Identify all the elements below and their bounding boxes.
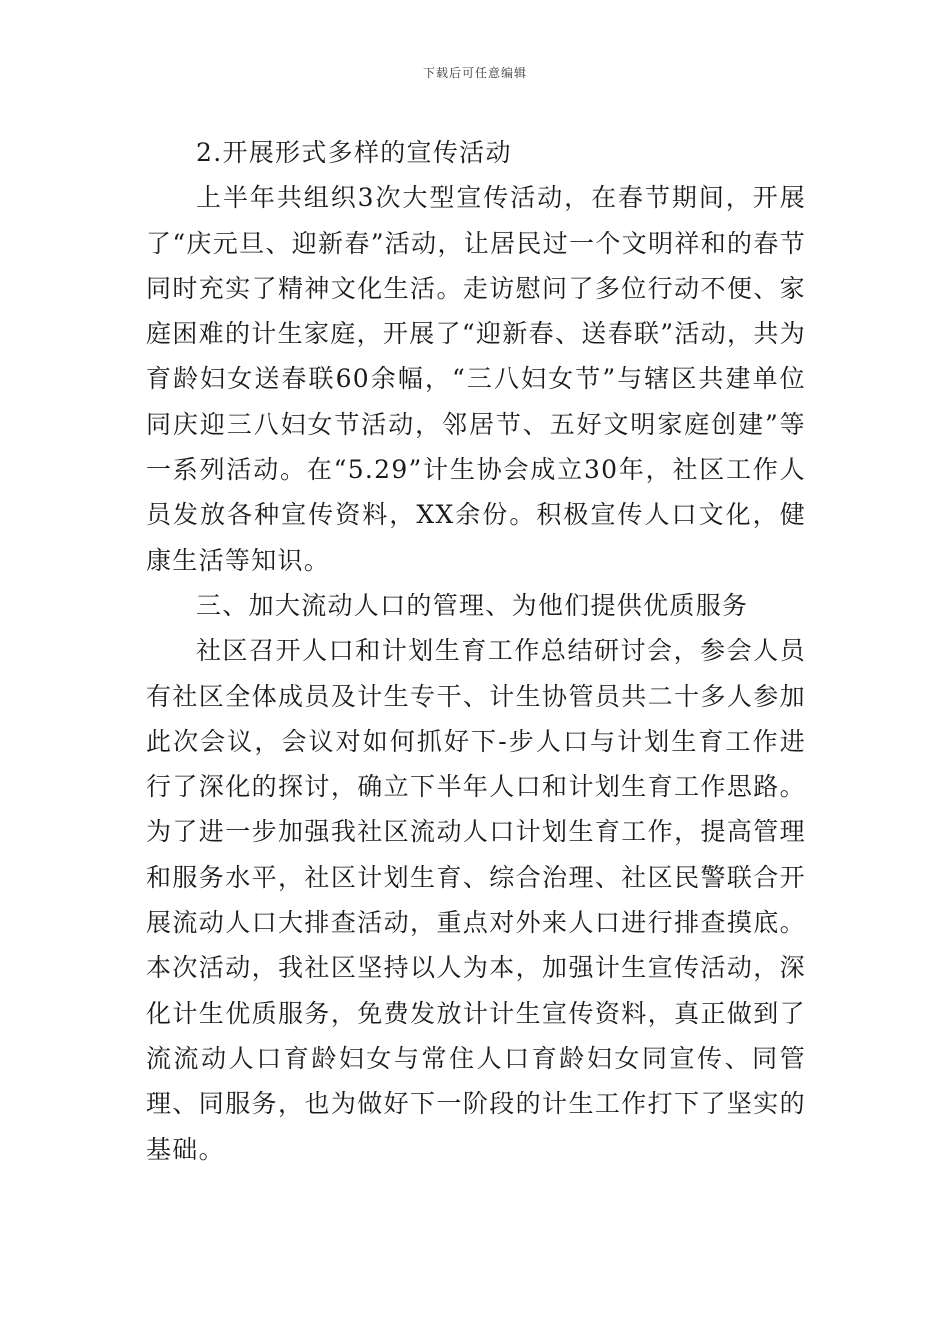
body-paragraph: 上半年共组织3次大型宣传活动，在春节期间，开展了“庆元旦、迎新春”活动，让居民过一个文明祥和的春节同时充实了精神文化生活。走访慰问了多位行动不便、家庭困难的计生家庭，开展了“迎新春、送春联”活动，共为育龄妇女送春联60余幅，“三八妇女节”与辖区共建单位同庆迎三八妇女节活动，邻居节、五好文明家庭创建”等一系列活动。在“5.29”计生协会成立30年，社区工作人员发放各种宣传资料，XX余份。积极宣传人口文化，健康生活等知识。 bbox=[146, 183, 806, 575]
document-body bbox=[146, 130, 806, 1172]
body-paragraph: 社区召开人口和计划生育工作总结研讨会，参会人员有社区全体成员及计生专干、计生协管员共二十多人参加此次会议，会议对如何抓好下-步人口与计划生育工作进行了深化的探讨，确立下半年人口和计划生育工作思路。为了进一步加强我社区流动人口计划生育工作，提高管理和服务水平，社区计划生育、综合治理、社区民警联合开展流动人口大排查活动，重点对外来人口进行排查摸底。本次活动，我社区坚持以人为本，加强计生宣传活动，深化计生优质服务，免费发放计计生宣传资料，真正做到了流流动人口育龄妇女与常住人口育龄妇女同宣传、同管理、同服务，也为做好下一阶段的计生工作打下了坚实的基础。 bbox=[146, 636, 806, 1164]
section-subheading: 2.开展形式多样的宣传活动 bbox=[196, 138, 512, 167]
page-header-note: 下载后可任意编辑 bbox=[422, 66, 527, 80]
section-heading: 三、加大流动人口的管理、为他们提供优质服务 bbox=[196, 590, 749, 620]
